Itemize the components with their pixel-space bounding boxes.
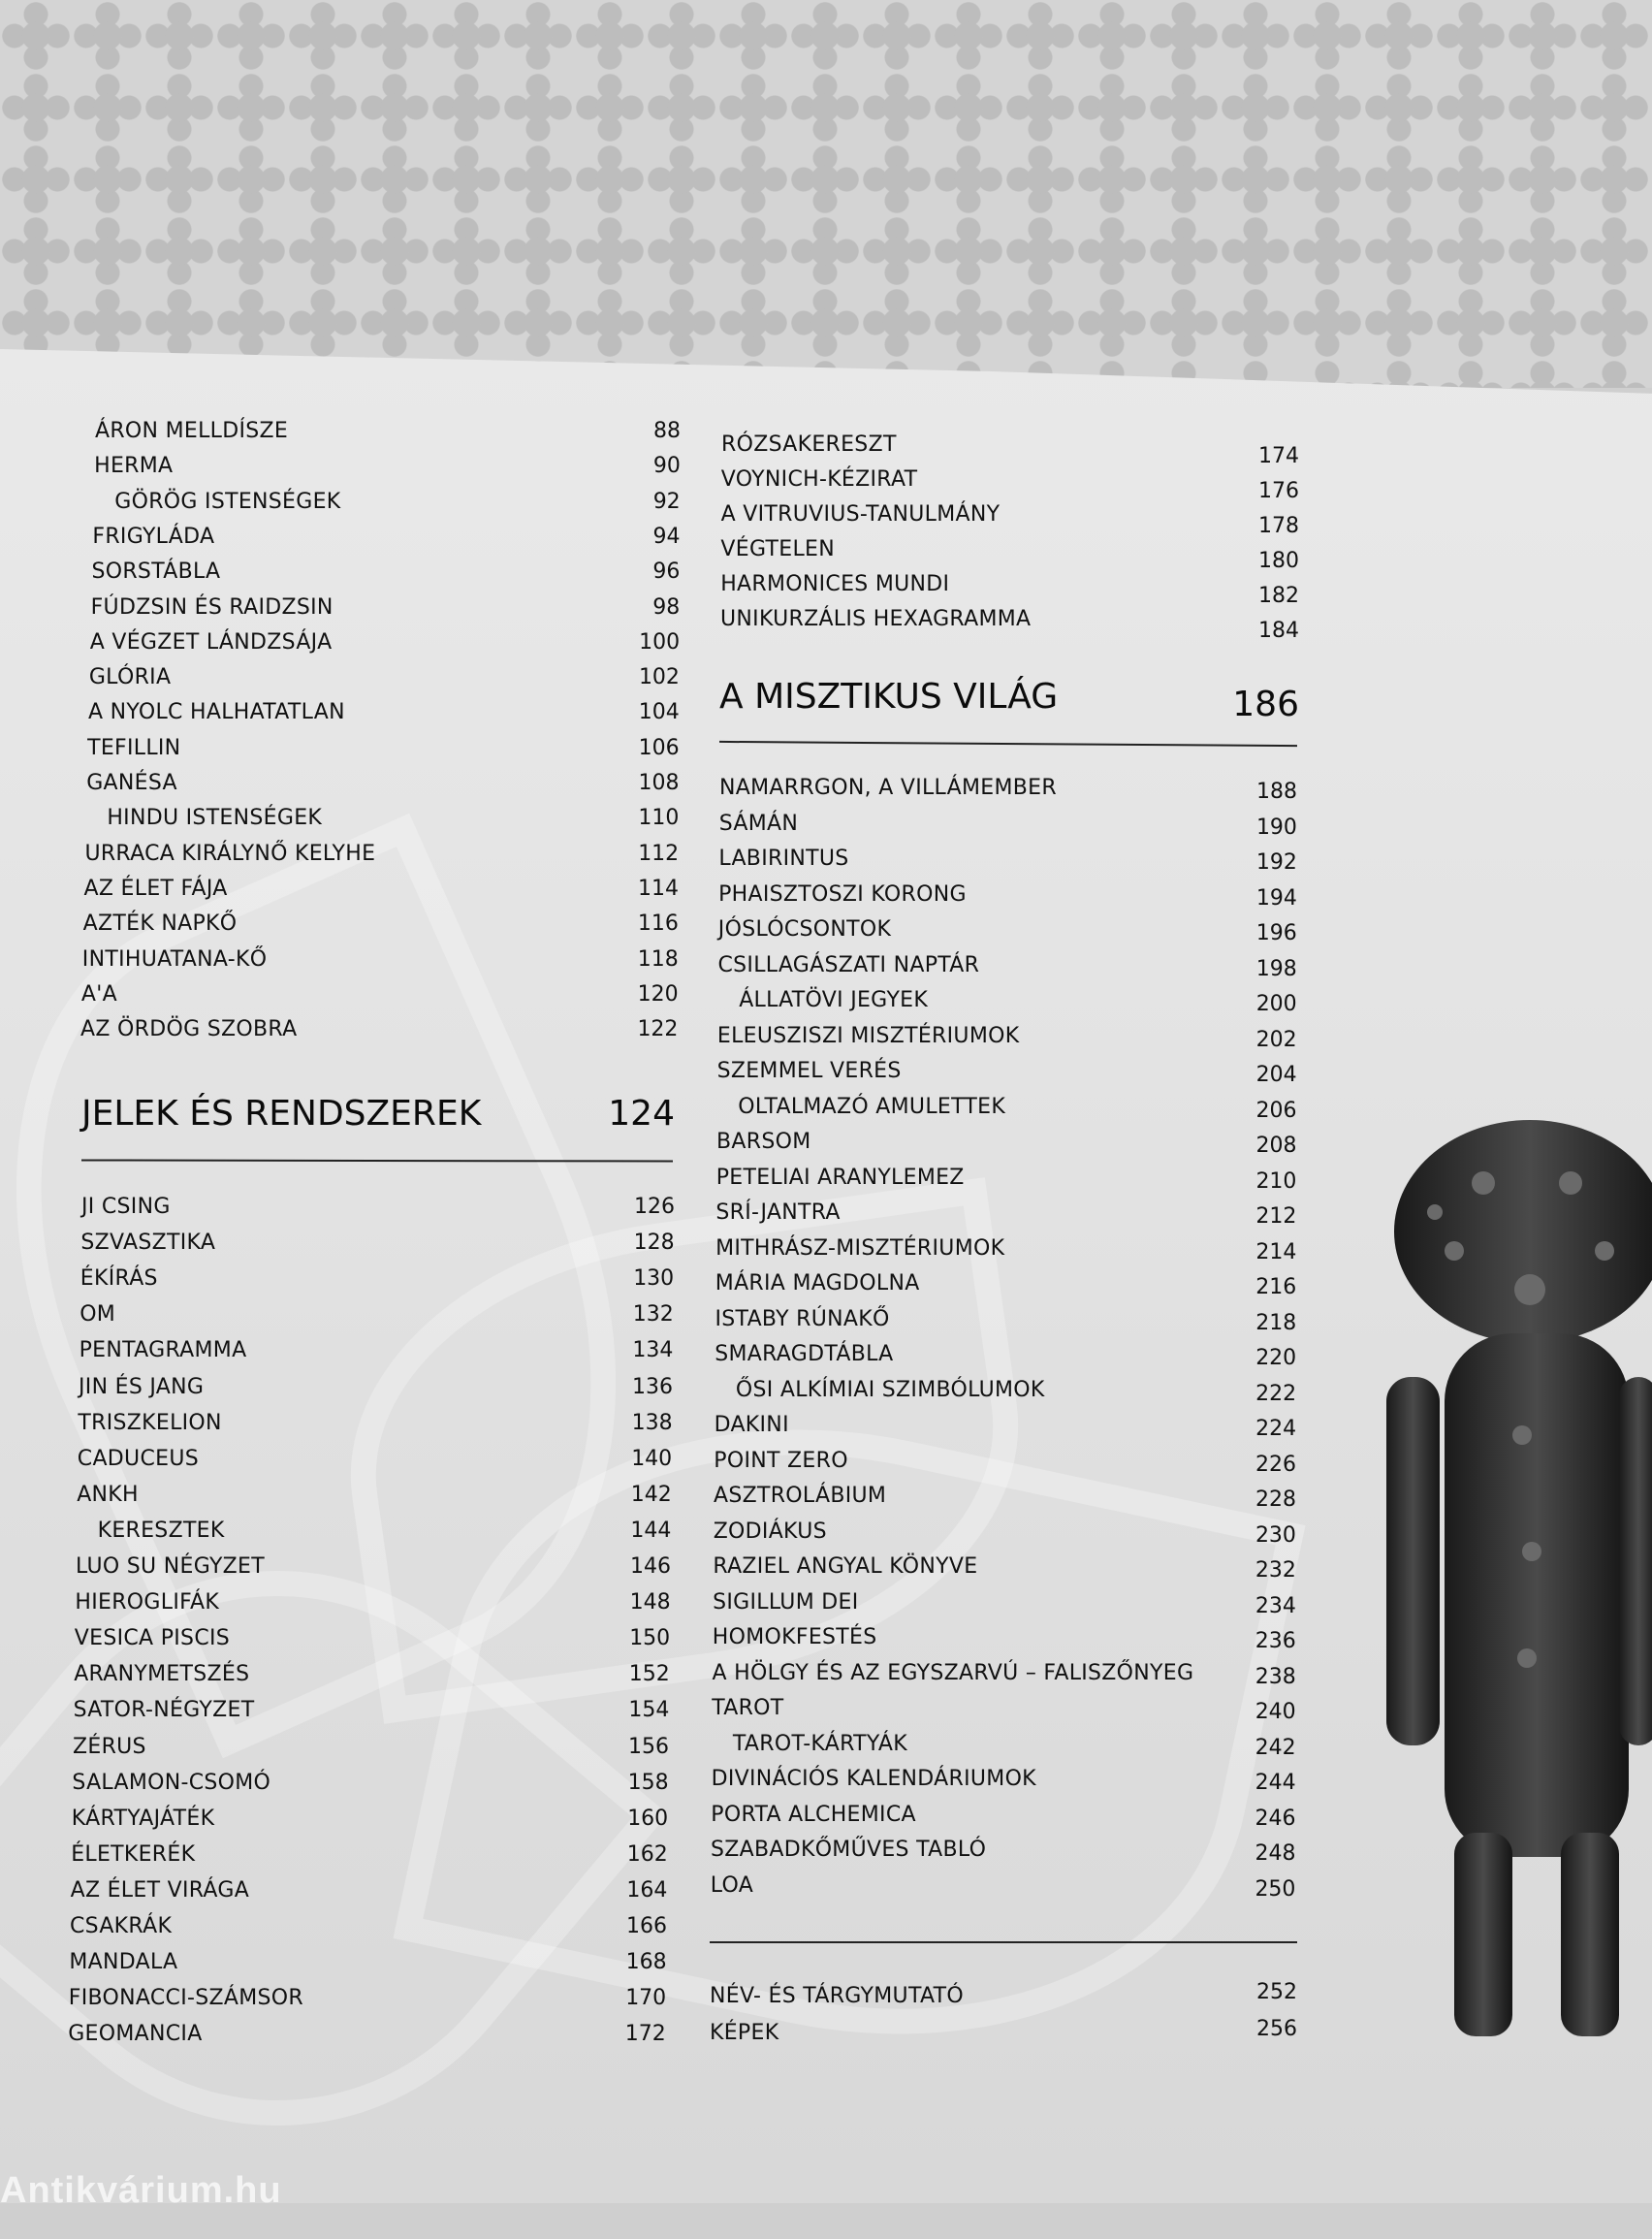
toc-entry-title: BARSOM (716, 1130, 811, 1154)
toc-entry-title: URRACA KIRÁLYNŐ KELYHE (84, 841, 376, 866)
toc-entry-page: 144 (630, 1518, 672, 1543)
toc-entry-page: 194 (1255, 885, 1297, 911)
toc-entry-title: SMARAGDTÁBLA (715, 1342, 894, 1366)
toc-entry-title: ÉLETKERÉK (71, 1841, 196, 1867)
section-title-jelek: JELEK ÉS RENDSZEREK (81, 1094, 482, 1134)
toc-entry-title: ŐSI ALKÍMIAI SZIMBÓLUMOK (735, 1377, 1045, 1402)
toc-entry-title: AZ ÖRDÖG SZOBRA (80, 1017, 298, 1042)
toc-entry-page: 244 (1255, 1771, 1296, 1795)
toc-entry-page: 126 (634, 1195, 675, 1219)
toc-entry-page: 162 (626, 1841, 668, 1867)
toc-entry-page: 92 (652, 489, 681, 514)
index-rule (710, 1941, 1297, 1943)
toc-entry-page: 98 (652, 594, 681, 620)
toc-entry-title: SÁMÁN (718, 811, 799, 836)
toc-entry-title: SZEMMEL VERÉS (716, 1059, 902, 1083)
toc-entry-page: 168 (625, 1950, 667, 1975)
toc-entry-title: ÉKÍRÁS (79, 1266, 158, 1292)
toc-entry-title: PENTAGRAMMA (79, 1338, 247, 1363)
toc-entry-page: 164 (626, 1877, 668, 1903)
toc-entry-title: HINDU ISTENSÉGEK (107, 806, 323, 831)
toc-entry-title: ASZTROLÁBIUM (714, 1484, 887, 1508)
toc-entry-page: 114 (638, 876, 680, 901)
toc-entry-page: 142 (630, 1482, 672, 1507)
toc-entry-title: ZÉRUS (73, 1734, 146, 1759)
toc-entry-page: 108 (638, 771, 680, 795)
toc-entry-title: JÓSLÓCSONTOK (717, 917, 892, 942)
toc-entry-page: 94 (652, 524, 681, 549)
toc-entry-title: VÉGTELEN (720, 537, 835, 561)
toc-entry-page: 134 (632, 1338, 674, 1363)
toc-entry-page: 120 (637, 981, 679, 1007)
toc-entry-page: 184 (1258, 619, 1299, 643)
toc-entry-title: AZ ÉLET VIRÁGA (70, 1877, 250, 1903)
toc-entry-page: 106 (638, 735, 680, 760)
toc-entry-page: 200 (1255, 992, 1297, 1016)
toc-entry-title: NÉV- ÉS TÁRGYMUTATÓ (710, 1984, 964, 2008)
toc-entry-title: SORSTÁBLA (91, 560, 221, 585)
toc-entry-title: HARMONICES MUNDI (720, 572, 950, 596)
toc-entry-title: TRISZKELION (78, 1410, 222, 1435)
toc-entry-page: 130 (633, 1266, 675, 1292)
toc-entry-page: 128 (633, 1231, 675, 1256)
toc-entry-title: CSILLAGÁSZATI NAPTÁR (717, 952, 980, 977)
toc-entry-title: LABIRINTUS (718, 847, 849, 871)
toc-entry-page: 242 (1255, 1735, 1296, 1760)
toc-entry-page: 170 (625, 1986, 667, 2011)
toc-entry-page: 180 (1258, 549, 1299, 573)
toc-entry-page: 188 (1256, 780, 1297, 804)
toc-entry-page: 174 (1258, 444, 1299, 468)
toc-entry-title: GEOMANCIA (68, 2022, 203, 2047)
toc-entry-page: 166 (626, 1914, 667, 1938)
toc-entry-page: 250 (1255, 1876, 1296, 1902)
toc-entry-title: A'A (80, 981, 117, 1007)
toc-entry-page: 176 (1258, 479, 1299, 503)
toc-entry-page: 196 (1255, 921, 1297, 945)
toc-entry-page: 96 (652, 560, 681, 585)
toc-entry-title: SATOR-NÉGYZET (73, 1698, 255, 1723)
toc-entry-page: 224 (1255, 1417, 1297, 1441)
toc-entry-title: SRÍ-JANTRA (715, 1200, 841, 1225)
toc-entry-title: ELEUSZISZI MISZTÉRIUMOK (716, 1023, 1020, 1048)
toc-entry-title: INTIHUATANA-KŐ (81, 946, 268, 972)
toc-entry-title: ÁRON MELLDÍSZE (95, 419, 289, 443)
toc-entry-page: 110 (638, 806, 680, 831)
toc-entry-page: 256 (1256, 2017, 1297, 2041)
toc-entry-title: MITHRÁSZ-MISZTÉRIUMOK (715, 1235, 1005, 1261)
toc-entry-page: 150 (629, 1626, 671, 1651)
toc-entry-title: PETELIAI ARANYLEMEZ (715, 1165, 965, 1190)
toc-entry-page: 172 (624, 2022, 666, 2047)
toc-entry-title: A NYOLC HALHATATLAN (87, 700, 345, 725)
toc-entry-page: 136 (632, 1374, 673, 1399)
section-page-jelek: 124 (608, 1094, 675, 1134)
toc-entry-page: 100 (639, 629, 681, 655)
toc-entry-page: 236 (1255, 1629, 1296, 1653)
toc-entry-title: LUO SU NÉGYZET (76, 1554, 265, 1579)
toc-entry-title: A VITRUVIUS-TANULMÁNY (720, 502, 1001, 527)
toc-entry-page: 226 (1255, 1452, 1297, 1477)
toc-entry-page: 198 (1255, 956, 1297, 981)
toc-entry-page: 146 (630, 1554, 671, 1579)
toc-entry-title: FRIGYLÁDA (92, 524, 215, 549)
toc-entry-title: SIGILLUM DEI (713, 1589, 859, 1615)
toc-entry-title: RÓZSAKERESZT (721, 432, 897, 457)
toc-entry-title: CSAKRÁK (70, 1914, 173, 1938)
section-title-misztikus: A MISZTIKUS VILÁG (719, 677, 1059, 717)
toc-entry-page: 234 (1255, 1593, 1296, 1618)
toc-entry-title: AZTÉK NAPKŐ (82, 912, 238, 937)
toc-entry-title: A VÉGZET LÁNDZSÁJA (89, 629, 333, 655)
toc-entry-title: MÁRIA MAGDOLNA (715, 1271, 920, 1295)
toc-entry-title: A HÖLGY ÉS AZ EGYSZARVÚ – FALISZŐNYEG (712, 1660, 1194, 1685)
toc-entry-title: GÖRÖG ISTENSÉGEK (114, 489, 341, 514)
toc-entry-title: DAKINI (714, 1413, 789, 1437)
toc-entry-page: 232 (1255, 1558, 1296, 1583)
toc-entry-page: 248 (1255, 1841, 1296, 1866)
toc-entry-page: 156 (628, 1734, 669, 1759)
toc-entry-page: 216 (1255, 1275, 1297, 1299)
toc-entry-title: VESICA PISCIS (74, 1626, 231, 1651)
toc-entry-title: SZABADKŐMŰVES TABLÓ (711, 1838, 987, 1862)
toc-entry-page: 140 (631, 1446, 673, 1471)
toc-entry-title: POINT ZERO (714, 1448, 848, 1473)
toc-entry-title: HIEROGLIFÁK (75, 1590, 220, 1615)
toc-entry-title: HOMOKFESTÉS (712, 1625, 877, 1649)
toc-entry-title: NAMARRGON, A VILLÁMEMBER (719, 776, 1057, 800)
toc-entry-title: GANÉSA (86, 771, 177, 795)
toc-entry-title: TAROT-KÁRTYÁK (732, 1731, 907, 1756)
toc-entry-page: 138 (631, 1410, 673, 1435)
toc-entry-page: 206 (1255, 1098, 1297, 1123)
toc-entry-title: ARANYMETSZÉS (74, 1662, 250, 1687)
toc-entry-page: 122 (637, 1017, 679, 1042)
toc-entry-page: 152 (628, 1662, 670, 1687)
toc-entry-title: ZODIÁKUS (713, 1519, 827, 1544)
toc-entry-page: 102 (638, 665, 680, 690)
watermark-text: Antikvárium.hu (0, 2170, 282, 2211)
toc-entry-page: 178 (1258, 514, 1299, 538)
toc-entry-title: GLÓRIA (88, 665, 172, 690)
toc-entry-page: 208 (1255, 1134, 1297, 1158)
toc-entry-title: FÚDZSIN ÉS RAIDZSIN (90, 594, 334, 620)
toc-entry-title: OM (79, 1302, 116, 1327)
toc-entry-page: 112 (638, 841, 680, 866)
toc-entry-page: 132 (632, 1302, 674, 1327)
toc-entry-page: 212 (1255, 1204, 1297, 1229)
toc-entry-title: LOA (710, 1872, 754, 1898)
toc-entry-title: AZ ÉLET FÁJA (83, 876, 228, 901)
toc-entry-title: PHAISZTOSZI KORONG (718, 881, 967, 907)
toc-entry-page: 158 (627, 1770, 669, 1795)
toc-entry-page: 104 (638, 700, 680, 725)
toc-entry-page: 218 (1255, 1310, 1297, 1335)
toc-entry-page: 210 (1255, 1168, 1297, 1194)
toc-entry-page: 88 (653, 419, 681, 443)
toc-entry-title: TAROT (712, 1696, 784, 1720)
toc-entry-page: 154 (628, 1698, 670, 1723)
toc-entry-page: 240 (1255, 1700, 1296, 1724)
decorative-pattern-header (0, 0, 1652, 388)
toc-entry-title: SALAMON-CSOMÓ (72, 1770, 271, 1795)
toc-entry-page: 90 (652, 454, 681, 479)
toc-entry-title: TEFILLIN (87, 735, 181, 760)
toc-entry-title: JIN ÉS JANG (79, 1374, 205, 1399)
toc-entry-page: 182 (1258, 584, 1299, 608)
toc-entry-page: 238 (1255, 1664, 1296, 1689)
toc-entry-title: RAZIEL ANGYAL KÖNYVE (713, 1554, 978, 1579)
toc-entry-page: 160 (627, 1806, 669, 1831)
toc-entry-title: ISTABY RÚNAKŐ (715, 1306, 890, 1331)
toc-entry-title: ÁLLATÖVI JEGYEK (739, 988, 929, 1012)
toc-entry-page: 116 (637, 912, 679, 937)
toc-entry-title: VOYNICH-KÉZIRAT (720, 467, 918, 492)
toc-entry-title: OLTALMAZÓ AMULETTEK (738, 1094, 1006, 1119)
toc-entry-page: 148 (629, 1590, 671, 1615)
toc-entry-title: JI CSING (81, 1195, 171, 1219)
toc-entry-page: 222 (1255, 1381, 1297, 1406)
section-page-misztikus: 186 (1232, 685, 1299, 724)
toc-entry-page: 118 (637, 946, 679, 972)
carved-figure-photo (1377, 1115, 1652, 2046)
toc-entry-title: ANKH (77, 1482, 139, 1507)
toc-entry-title: CADUCEUS (77, 1446, 199, 1471)
toc-entry-page: 202 (1255, 1027, 1297, 1052)
toc-entry-page: 252 (1256, 1980, 1297, 2004)
toc-entry-title: KÉPEK (710, 2021, 779, 2045)
toc-entry-title: MANDALA (69, 1950, 178, 1975)
toc-entry-page: 220 (1255, 1346, 1297, 1370)
toc-entry-title: HERMA (94, 454, 174, 479)
toc-entry-page: 228 (1255, 1487, 1296, 1512)
toc-entry-page: 190 (1255, 815, 1297, 840)
toc-entry-page: 214 (1255, 1239, 1297, 1264)
toc-entry-title: UNIKURZÁLIS HEXAGRAMMA (720, 607, 1032, 631)
toc-entry-title: KÁRTYAJÁTÉK (71, 1806, 215, 1831)
toc-entry-title: KERESZTEK (97, 1518, 225, 1543)
toc-entry-title: DIVINÁCIÓS KALENDÁRIUMOK (711, 1767, 1036, 1791)
toc-entry-page: 192 (1255, 850, 1297, 875)
toc-entry-title: SZVASZTIKA (80, 1231, 216, 1256)
toc-entry-page: 204 (1255, 1063, 1297, 1087)
toc-entry-title: PORTA ALCHEMICA (711, 1802, 916, 1827)
toc-entry-page: 246 (1255, 1806, 1296, 1831)
toc-entry-page: 230 (1255, 1522, 1296, 1548)
toc-entry-title: FIBONACCI-SZÁMSOR (68, 1986, 303, 2011)
